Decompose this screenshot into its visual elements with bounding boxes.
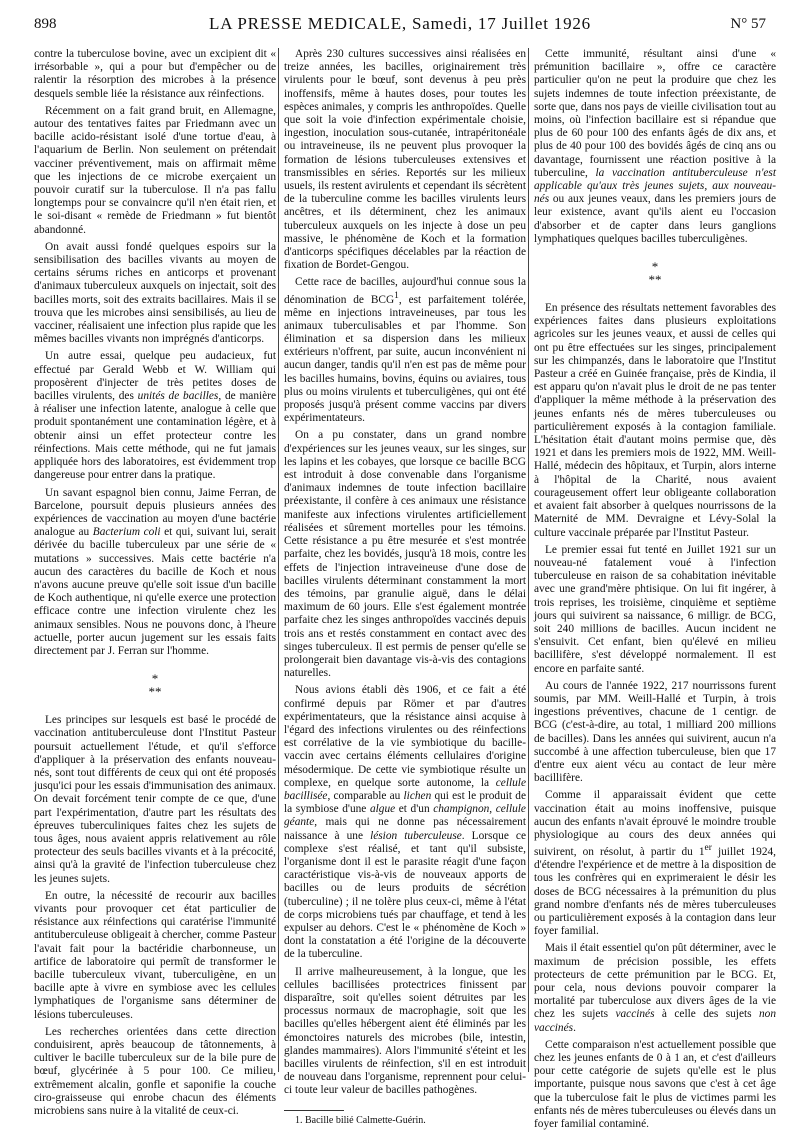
column-3 [534,48,777,1131]
column-1 [34,48,277,1118]
paragraph: contre la tuberculose bovine, avec un excipient dit « irrésorbable », qui a pour but d'empêcher ou de ralentir la résorption des microbes à la présence desquels semble liée la résistance aux réinfections. [34,48,276,100]
journal-title: LA PRESSE MEDICALE, Samedi, 17 Juillet 1926 [209,14,591,33]
column-rule [278,48,279,1072]
paragraph: Les recherches orientées dans cette direction conduisirent, après beaucoup de tâtonnements, à cultiver le bacille tuberculeux sur de la bile pure de bœuf, glycérinée à 5 pour 100. Ce milieu, extrêmement alcalin, gonfle et saponifie la couche ciro-graisseuse qui enrobe chacun des éléments microbiens sans nuire à la vitalité de ceux-ci. [34,1025,276,1118]
footnote-rule [284,1110,344,1111]
paragraph: Il arrive malheureusement, à la longue, que les cellules bacillisées protectrices finissent par disparaître, soit qu'elles soient détruites par les processus normaux de macrophagie, soit que les bacilles qu'elles hébergent aient été éliminés par les émonctoires naturels des microbes (bile, intestin, glandes mammaires). Alors l'immunité s'éteint et les bacilles virulents de réinfection, s'il en est introduit de nouveau dans l'organisme, reprennent pour celui-ci toute leur valeur de bacilles pathogènes. [284,965,526,1097]
paragraph: Un autre essai, quelque peu audacieux, fut effectué par Gerald Webb et W. William qui proposèrent d'injecter de très petites doses de bacilles virulents, des unités de bacilles, de manière à réaliser une infection latente, analogue à celle que produit spontanément une contamination légère, et à obtenir ainsi un effet protecteur contre les réinfections. Mais cette méthode, qui ne fut jamais appliquée hors des laboratoires, est évidemment trop dangereuse pour entrer dans la pratique. [34,350,276,482]
paragraph: Au cours de l'année 1922, 217 nourrissons furent soumis, par MM. Weill-Hallé et Turpin, à trois ingestions préventives, chacune de 1 centigr. de BCG (c'est-à-dire, au total, 1 milliard 200 millions de bacilles). Dans les années qui suivirent, aucun n'a succombé à une affection tuberculeuse, bien que 17 d'entre eux aient vécu au contact de leur mère bacillifère. [534,679,776,785]
paragraph: Un savant espagnol bien connu, Jaime Ferran, de Barcelone, poursuit depuis plusieurs années des expériences de vaccination au moyen d'une bactérie analogue au Bacterium coli et qui, suivant lui, serait dérivée du bacille tuberculeux par une série de « mutations » successives. Mais cette bactérie n'a aucun des caractères du bacille de Koch et nous n'avons aucune preuve qu'elle soit issue d'un bacille de Koch authentique, ni qu'elle exerce une protection efficace contre une infection virulente chez les animaux sensibles. Nous ne pouvons donc, à l'heure actuelle, porter aucun jugement sur les essais faits directement par J. Ferran sur l'homme. [34,486,277,657]
paragraph: Cette race de bacilles, aujourd'hui connue sous la dénomination de BCG$^1$, est parfaitement tolérée, même en injections intraveineuses, par tous les animaux tuberculisables et par l'homme. Son élimination et sa dispersion dans les milieux extérieurs n'offrent, par suite, aucun inconvénient ni aucun danger, tandis qu'il n'en est pas de même pour les bacilles humains, bovins, équins ou aviaires, tous plus ou moins virulents et tuberculigènes, qui ont été proposés jusqu'à présent comme vaccins par divers expérimentateurs. [284,276,526,425]
page-number: 898 [34,16,57,32]
issue-number: N° 57 [730,16,766,32]
paragraph: Récemment on a fait grand bruit, en Allemagne, autour des tentatives faites par Friedmann avec un bacille acido-résistant isolé d'une tortue d'eau, à l'aquarium de Berlin. Non seulement on prétendait vacciner préventivement, mais on affirmait même que les injections de ce microbe exerçaient un pouvoir curatif sur la tuberculose. Il n'a pas fallu longtemps pour se convaincre qu'il n'en était rien, et le soi-disant « remède de Friedmann » fut bientôt abandonné. [34,104,276,236]
section-separator: * ** [148,671,162,700]
paragraph: Après 230 cultures successives ainsi réalisées en treize années, les bacilles, originairement très virulents pour le bœuf, sont devenus à peu près inoffensifs, même à hautes doses, pour toutes les espèces animales, y compris les anthropoïdes. Quelle que soit la voie d'infection expérimentale choisie, ingestion, inoculation sous-cutanée, intrapéritonéale ou intraveineuse, ils ne peuvent plus provoquer la formation de lésions tuberculeuses extensives et transmissibles en séries. Reportés sur les milieux usuels, ils restent avirulents et cependant ils sécrètent de la tuberculine comme les bacilles virulents leurs ancêtres, et ils déterminent, chez les animaux tuberculeux auxquels on les injecte à dose un peu massive, le phénomène de Koch et la formation d'anticorps spécifiques décelables par la réaction de fixation de Bordet-Gengou. [284,48,526,272]
footnote: 1. Bacille bilié Calmette-Guérin. [295,1114,426,1126]
paragraph: Mais il était essentiel qu'on pût déterminer, avec le maximum de précision possible, les effets protecteurs de cette prémunition par le BCG. Et, pour cela, nous devions pouvoir comparer la mortalité par tuberculose aux divers âges de la vie chez les sujets vaccinés à celle des sujets non vaccinés. [534,942,776,1034]
paragraph: Cette comparaison n'est actuellement possible que chez les jeunes enfants de 0 à 1 an, et c'est d'ailleurs pour cette catégorie de sujets qu'elle est le plus importante, puisque nous savons que c'est à cet âge que la tuberculose fait le plus de victimes parmi les enfants nés de mères tuberculeuses ou élevés dans un foyer familial contaminé. [534,1038,776,1131]
paragraph: On a pu constater, dans un grand nombre d'expériences sur les jeunes veaux, sur les singes, sur les lapins et les cobayes, que lorsque ce bacille BCG est introduit à dose convenable dans l'organisme d'animaux indemnes de toute infection bacillaire préexistante, il confère à ces animaux une résistance manifeste aux infections virulentes artificiellement réalisées et sûrement mortelles pour les témoins. Cette résistance a pu être mesurée et s'est montrée parfaite, chez les bovidés, jusqu'à 18 mois, contre les effets de l'injection intraveineuse d'une dose de bacilles virulents déterminant constamment la mort des témoins, par granulie aiguë, dans le délai maximum de 60 jours. Elle s'est également montrée parfaite chez les singes anthropoïdes vaccinés depuis trois ans et restés constamment en contact avec des singes tuberculeux. Il est permis de penser qu'elle se prolongerait bien davantage vis-à-vis des contagions naturelles. [284,429,526,680]
section-separator: * ** [648,259,662,288]
column-2 [284,48,526,1126]
paragraph: Nous avions établi dès 1906, et ce fait a été confirmé depuis par Römer et par d'autres expérimentateurs, que la résistance ainsi acquise à l'égard des infections virulentes ou des réinfections est corrélative de la vie symbiotique du bacille-vaccin avec certains éléments cellulaires d'origine mésodermique. De cette vie symbiotique résulte un complexe, en quelque sorte autonome, la cellule bacillisée, comparable au lichen qui est le produit de la symbiose d'une algue et d'un champignon, cellule géante, mais qui ne donne pas nécessairement naissance à une lésion tuberculeuse. Lorsque ce complexe s'est réalisé, et tant qu'il subsiste, l'organisme dont il est le parasite réagit d'une façon caractéristique vis-à-vis de nouveaux apports de bacilles ou de leurs produits de sécrétion (tuberculine) ; il ne tolère plus ceux-ci, même à l'état de corps microbiens tués par chauffage, et tend à les expulser au dehors. C'est le « phénomène de Koch » dont la constatation a été l'origine de la découverte de la tuberculine. [284,684,526,961]
paragraph: En présence des résultats nettement favorables des expériences faites dans plusieurs exploitations agricoles sur les jeunes veaux, et aussi de celles qui ont pu être effectuées sur les singes, principalement sur les chimpanzés, dans le laboratoire que l'Institut Pasteur a créé en Guinée française, près de Kindia, il est apparu qu'on n'avait plus le droit de ne pas tenter d'appliquer la même méthode à la préservation des jeunes enfants nés de mères tuberculeuses ou particulièrement exposés à la contagion familiale. L'hésitation était d'autant moins permise que, dès 1921 et dans les premiers mois de 1922, MM. Weill-Hallé, médecin des hôpitaux, et Turpin, alors interne à l'hôpital de la Charité, nous avaient courageusement offert leur obligeante collaboration et avaient fait absorber à quelques nourrissons de la Maternité de MM. Devraigne et Lévy-Solal la culture vaccinale préparée par l'Institut Pasteur. [534,302,776,539]
paragraph: Cette immunité, résultant ainsi d'une « prémunition bacillaire », offre ce caractère particulier qu'on ne peut la produire que chez les sujets indemnes de toute infection préexistante, de sorte que, dans nos pays de vieille civilisation tout au moins, où l'infection bacillaire est si répandue que plus de 60 pour 100 des enfants âgés de dix ans, et plus de 40 pour 100 des bovidés âgés de cinq ans ou davantage, fournissent une réaction positive à la tuberculine, la vaccination antituberculeuse n'est applicable qu'aux très jeunes sujets, aux nouveau-nés ou aux jeunes veaux, dans les premiers jours de leur existence, avant qu'ils aient eu l'occasion d'absorber et de capter dans leurs ganglions lymphatiques quelques bacilles tuberculigènes. [534,48,777,245]
paragraph: Le premier essai fut tenté en Juillet 1921 sur un nouveau-né fatalement voué à l'infection tuberculeuse en raison de sa cohabitation inévitable avec une grand'mère phtisique. On lui fit ingérer, à trois reprises, les troisième, cinquième et septième jours qui suivirent sa naissance, 6 milligr. de BCG, soit 240 millions de bacilles. Aucun incident ne s'ensuivit. Cet enfant, bien qu'élevé en milieu bacillifère, s'est développé normalement. Il est encore en parfaite santé. [534,543,776,675]
column-rule [528,48,529,1072]
paragraph: On avait aussi fondé quelques espoirs sur la sensibilisation des bacilles vivants au moyen de certains sérums riches en anticorps et provenant d'animaux tuberculeux auxquels on injectait, soit des bacilles morts, soit des extraits bacillaires. Mais il se trouva que les microbes ainsi sensibilisés, au lieu de vacciner, réalisaient une infection plus rapide que les mêmes bacilles vivants non imprégnés d'anticorps. [34,240,276,346]
paragraph: Les principes sur lesquels est basé le procédé de vaccination antituberculeuse dont l'Institut Pasteur poursuit actuellement l'étude, et qu'il s'efforce d'appliquer à la préservation des enfants nouveau-nés, sont tout différents de ceux qui ont été proposés jusqu'ici pour les essais d'immunisation des animaux. On devait forcément tenir compte de ce que, d'une part l'expérimentation, d'autre part les résultats des épreuves tuberculiniques faites chez les sujets de tous âges, nous avaient appris relativement au rôle protecteur des seuls bacilles vivants et à la précocité, ainsi qu'à la gravité de l'infection tuberculeuse chez les jeunes sujets. [34,714,276,885]
page-header [34,14,766,38]
paragraph: En outre, la nécessité de recourir aux bacilles vivants pour provoquer cet état particulier de résistance aux réinfections qui caratérise l'immunité antituberculeuse obligeait à chercher, comme Pasteur l'avait fait pour la bactéridie charbonneuse, un artifice de laboratoire qui permît de transformer le bacille tuberculeux vivant, tuberculigène, en un bacille apte à vivre en symbiose avec les cellules lymphatiques de l'organisme sans déterminer de lésions tuberculeuses. [34,889,276,1021]
paragraph: Comme il apparaissait évident que cette vaccination était au moins inoffensive, puisque aucun des enfants n'avait éprouvé le moindre trouble physiologique au cours des deux années qui suivirent, on résolut, à partir du 1er juillet 1924, d'étendre l'expérience et de mettre à la disposition de tous les confrères qui en exprimeraient le désir les doses de BCG nécessaires à la prémunition du plus grand nombre d'enfants nés de mères tuberculeuses ou particulièrement exposés à la contagion dans leur foyer familial. [534,789,776,938]
